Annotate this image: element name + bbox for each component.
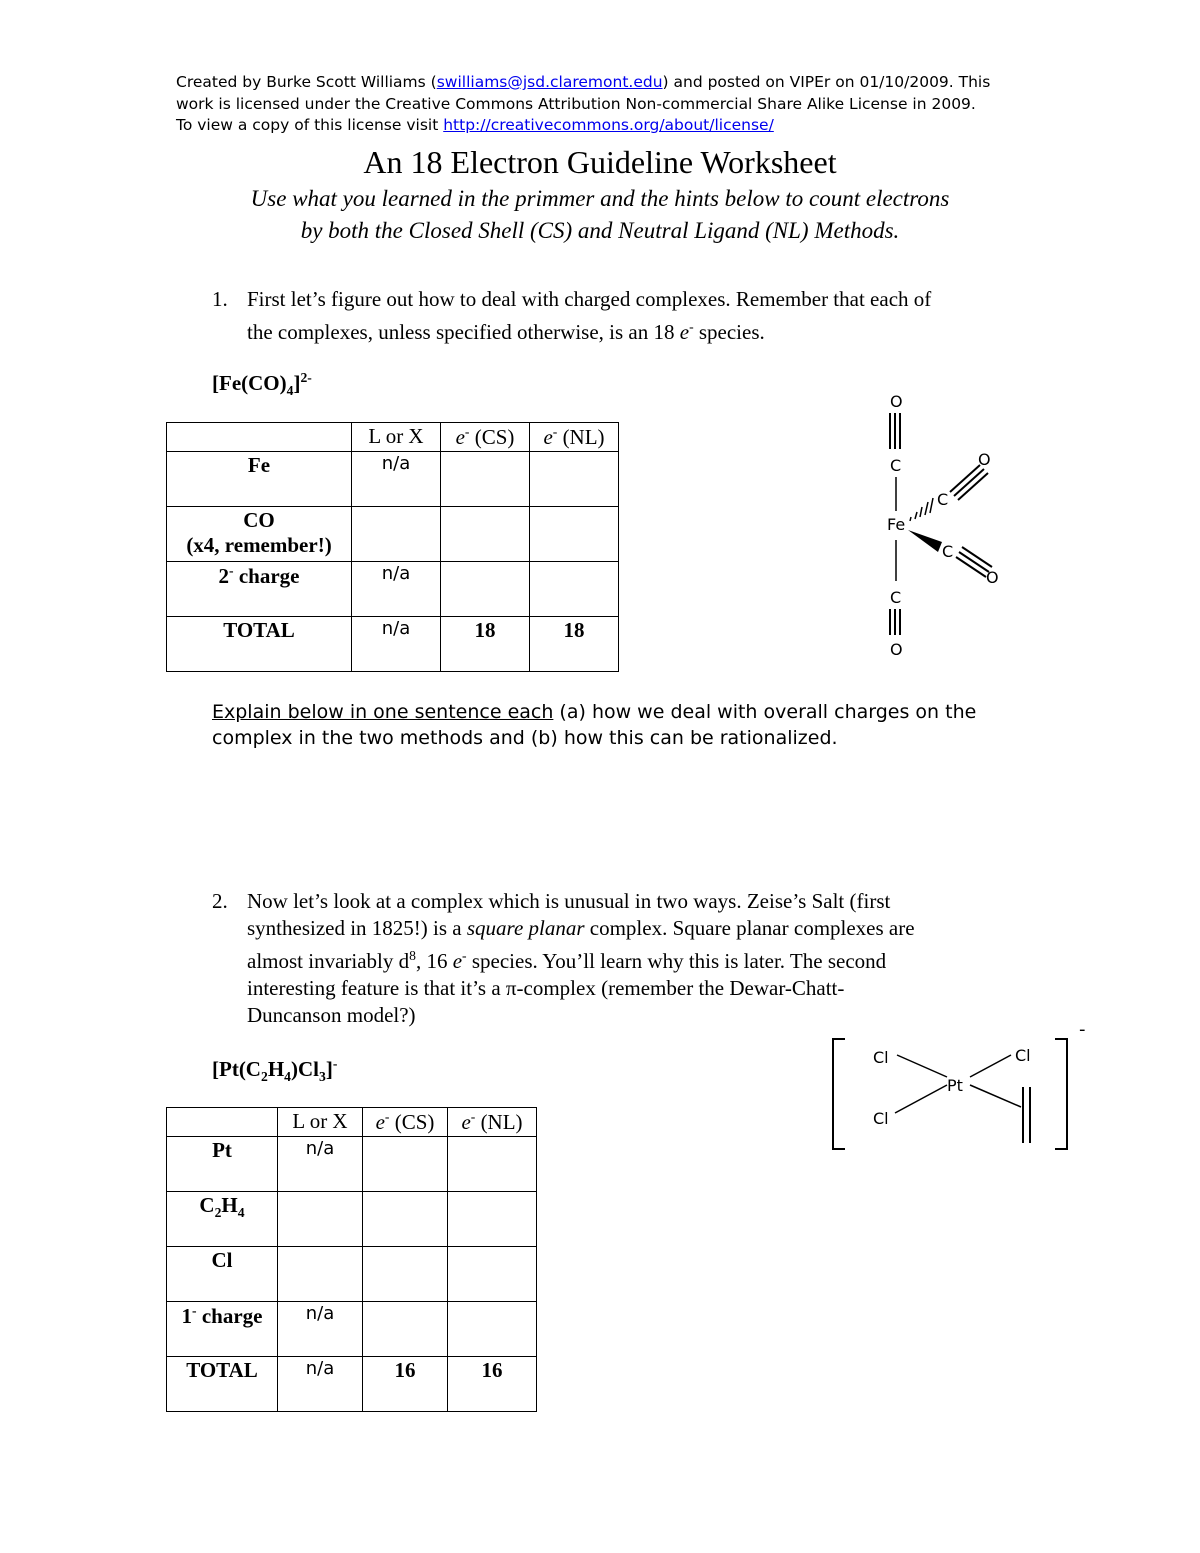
row-cs: 18	[441, 617, 530, 672]
triple-bond-line	[954, 469, 984, 496]
row-cs[interactable]	[363, 1302, 448, 1357]
o-upper-label: O	[978, 450, 991, 469]
q1-formula: $[Fe(CO)_4]^{2-}$	[212, 370, 312, 399]
table-row	[167, 1192, 537, 1247]
subtitle-line1: Use what you learned in the primmer and the hints below to count electrons	[250, 186, 950, 211]
pt-label: Pt	[947, 1076, 963, 1095]
row-cs[interactable]	[441, 452, 530, 507]
q2-line2: synthesized in 1825!) is a square planar complex. Square planar complexes are	[247, 916, 915, 940]
q1-header-lx: L or X	[352, 423, 441, 452]
table-row	[167, 452, 619, 507]
row-lx[interactable]	[278, 1192, 363, 1247]
row-cs[interactable]	[441, 507, 530, 562]
license-link[interactable]: http://creativecommons.org/about/license/	[443, 116, 774, 134]
row-nl[interactable]	[448, 1192, 537, 1247]
q1-line1: First let’s figure out how to deal with charged complexes. Remember that each of	[247, 287, 932, 311]
row-label: 2- charge	[167, 562, 352, 617]
table-row	[167, 1357, 537, 1412]
q2-number: 2.	[212, 889, 228, 913]
row-nl[interactable]	[530, 452, 619, 507]
row-nl[interactable]	[530, 507, 619, 562]
row-lx[interactable]	[278, 1247, 363, 1302]
table-row	[167, 562, 619, 617]
q1-text	[247, 286, 1037, 346]
q1-explain: Explain below in one sentence each (a) how we deal with overall charges on the complex in the two methods and (b) how this can be rationalized.	[212, 699, 1012, 751]
row-cs[interactable]	[363, 1247, 448, 1302]
q2-header-blank	[167, 1108, 278, 1137]
o-lower-label: O	[986, 568, 999, 587]
row-label: Cl	[167, 1247, 278, 1302]
row-nl[interactable]	[448, 1302, 537, 1357]
q1-line2: the complexes, unless specified otherwise, is an 18 e- species.	[247, 319, 765, 344]
c-top-label: C	[890, 456, 902, 475]
table-row	[167, 1137, 537, 1192]
row-label: Fe	[167, 452, 352, 507]
credit-line3-pre: To view a copy of this license visit	[176, 116, 444, 134]
fe-label: Fe	[887, 515, 906, 534]
table-row	[167, 507, 619, 562]
email-link[interactable]: swilliams@jsd.claremont.edu	[436, 73, 663, 91]
row-cs[interactable]	[363, 1137, 448, 1192]
row-cs[interactable]	[441, 562, 530, 617]
row-label: 1- charge	[167, 1302, 278, 1357]
row-nl: 18	[530, 617, 619, 672]
right-bracket	[1055, 1039, 1067, 1149]
o-bottom-label: O	[890, 640, 903, 659]
pt-cl-bond	[897, 1055, 947, 1077]
row-lx: n/a	[278, 1137, 363, 1192]
table-row	[167, 617, 619, 672]
q1-header-cs: e- (CS)	[441, 423, 530, 452]
q1-header-blank	[167, 423, 352, 452]
cl-upper-left-label: Cl	[873, 1048, 889, 1067]
o-top-label: O	[890, 392, 903, 411]
subtitle	[0, 183, 1200, 247]
row-lx: n/a	[352, 452, 441, 507]
row-lx[interactable]	[352, 507, 441, 562]
explain-line2: complex in the two methods and (b) how this can be rationalized.	[212, 727, 838, 749]
explain-underlined: Explain below in one sentence each	[212, 701, 554, 723]
page-title: An 18 Electron Guideline Worksheet	[363, 144, 837, 180]
pt-cl-bond	[895, 1085, 947, 1113]
q2-header-cs: e- (CS)	[363, 1108, 448, 1137]
q2-table	[166, 1107, 537, 1412]
q2-line1: Now let’s look at a complex which is unusual in two ways. Zeise’s Salt (first	[247, 889, 891, 913]
credit-line2: work is licensed under the Creative Commons Attribution Non-commercial Share Alike License in 2009.	[176, 94, 976, 113]
charge-label: -	[1079, 1025, 1086, 1040]
credit-block	[176, 72, 1076, 137]
row-lx: n/a	[278, 1357, 363, 1412]
table-row	[167, 1247, 537, 1302]
triple-bond-line	[950, 465, 980, 492]
row-label: Pt	[167, 1137, 278, 1192]
q2-line3: almost invariably $d^8$, 16 e- species. You’ll learn why this is later. The second	[247, 948, 887, 973]
q2-header-lx: L or X	[278, 1108, 363, 1137]
c-upper-label: C	[937, 490, 949, 509]
credit-line1-pre: Created by Burke Scott Williams (	[176, 73, 437, 91]
row-cs: 16	[363, 1357, 448, 1412]
row-lx: n/a	[278, 1302, 363, 1357]
left-bracket	[833, 1039, 845, 1149]
subtitle-line2: by both the Closed Shell (CS) and Neutral Ligand (NL) Methods.	[300, 218, 900, 243]
row-nl[interactable]	[448, 1247, 537, 1302]
row-label: CO (x4, remember!)	[167, 507, 352, 562]
q1-header-nl: e- (NL)	[530, 423, 619, 452]
c-lower-label: C	[942, 542, 954, 561]
q2-line5: Duncanson model?)	[247, 1003, 416, 1027]
pt-alkene-bond	[970, 1085, 1021, 1107]
c-bottom-label: C	[890, 588, 902, 607]
q1-number: 1.	[212, 287, 228, 311]
row-label: TOTAL	[167, 617, 352, 672]
q2-formula: $[Pt(C_2H_4)Cl_3]^-$	[212, 1056, 338, 1085]
cl-upper-right-label: Cl	[1015, 1046, 1031, 1065]
row-nl[interactable]	[530, 562, 619, 617]
solid-wedge	[908, 530, 942, 552]
zeise-salt-structure	[825, 1025, 1095, 1155]
cl-lower-left-label: Cl	[873, 1109, 889, 1128]
triple-bond-line	[958, 473, 988, 500]
row-cs[interactable]	[363, 1192, 448, 1247]
q2-header-nl: e- (NL)	[448, 1108, 537, 1137]
q1-table	[166, 422, 619, 672]
pt-cl-bond	[970, 1055, 1011, 1077]
credit-line1-post: ) and posted on VIPEr on 01/10/2009. This	[662, 73, 991, 91]
row-lx: n/a	[352, 617, 441, 672]
row-nl: 16	[448, 1357, 537, 1412]
table-row	[167, 1302, 537, 1357]
hashed-wedge	[910, 498, 933, 521]
row-label: TOTAL	[167, 1357, 278, 1412]
row-label: $C_2H_4$	[167, 1192, 278, 1247]
q2-line4: interesting feature is that it’s a π-complex (remember the Dewar-Chatt-	[247, 976, 845, 1000]
row-lx: n/a	[352, 562, 441, 617]
fe-co4-structure	[840, 385, 1020, 665]
q2-text	[247, 888, 1037, 1029]
row-nl[interactable]	[448, 1137, 537, 1192]
